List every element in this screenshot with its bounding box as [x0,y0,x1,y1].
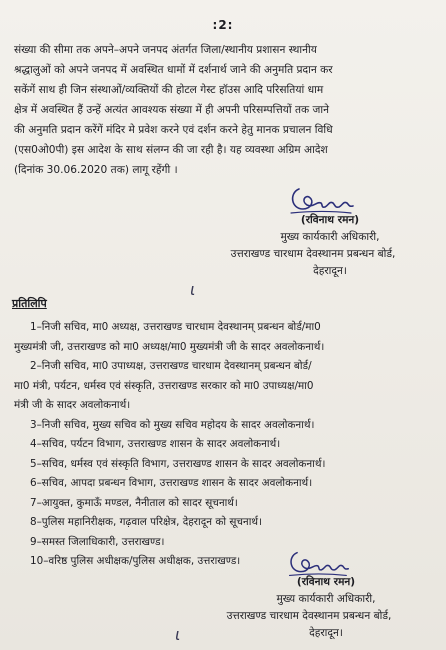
signatory-designation: मुख्य कार्यकारी अधिकारी, [280,231,380,243]
copy-list-item: 8–पुलिस महानिरीक्षक, गढ़वाल परिक्षेत्र, देहरादून को सूचनार्थ। [30,516,262,528]
body-line: सकेंगें साथ ही जिन संस्थाओं/व्यक्तियों की होटल गेस्ट हॉउस आदि परिसतियां धाम [14,84,324,96]
copy-list-item: 9–समस्त जिलाधिकारी, उत्तराखण्ड। [30,535,165,548]
signatory-organisation: उत्तराखण्ड चारधाम देवस्थानम प्रबन्धन बोर्ड, [230,248,396,260]
signature-block [230,212,430,280]
body-paragraph [14,40,432,180]
handwritten-mark: ι [175,625,181,644]
body-line: क्षेत्र में अवस्थित हैं उन्हें अत्यंत आवश्यक संख्या में ही अपनी परिसम्पत्तियों तक जाने [14,104,330,116]
body-line: (एस0ओ0पी) इस आदेश के साथ संलग्न की जा रही है। यह व्यवस्था अग्रिम आदेश [14,144,328,156]
body-line: (दिनांक 30.06.2020 तक) लागू रहेंगी । [14,164,178,176]
copy-list-item: 3–निजी सचिव, मुख्य सचिव को मुख्य सचिव महोदय के सादर अवलोकनार्थ। [30,418,315,431]
signatory-name: (रविनाथ रमन) [296,576,356,588]
body-line: की अनुमति प्रदान करेंगें मंदिर मे प्रवेश करने एवं दर्शन करने हेतु मानक प्रचालन विधि [14,124,333,136]
copy-list-item: मुख्यमंत्री जी, उत्तराखण्ड को मा0 अध्यक्ष/मा0 मुख्यमंत्री जी के सादर अवलोकनार्थ। [14,340,325,353]
copy-list-item: 4–सचिव, पर्यटन विभाग, उत्तराखण्ड शासन के सादर अवलोकनार्थ। [30,438,281,450]
signature-block [226,574,426,642]
signatory-place: देहरादून। [309,627,343,639]
copy-list-item: मा0 मंत्री, पर्यटन, धर्मस्व एवं संस्कृति, उत्तराखण्ड सरकार को मा0 उपाध्यक्ष/मा0 [14,379,314,392]
copy-list-item: 1–निजी सचिव, मा0 अध्यक्ष, उत्तराखण्ड चारधाम देवस्थानम् प्रबन्धन बोर्ड/मा0 [30,321,321,333]
signatory-organisation: उत्तराखण्ड चारधाम देवस्थानम प्रबन्धन बोर्ड, [226,610,392,622]
signatory-name: (रविनाथ रमन) [300,214,360,226]
copy-list-item: 10–वरिष्ठ पुलिस अधीक्षक/पुलिस अधीक्षक, उत्तराखण्ड। [30,555,241,567]
body-line: श्रद्धालुओं को अपने जनपद में अवस्थित धामों में दर्शनार्थ जाने की अनुमति प्रदान कर [14,64,333,76]
copy-list-item: 6–सचिव, आपदा प्रबन्धन विभाग, उत्तराखण्ड शासन के सादर अवलोकनार्थ। [30,477,313,489]
body-line: संख्या की सीमा तक अपने–अपने जनपद अंतर्गत जिला/स्थानीय प्रशासन स्थानीय [14,44,317,56]
copy-heading: प्रतिलिपि [12,297,47,310]
copy-list-item: 5–सचिव, धर्मस्व एवं संस्कृति विभाग, उत्तराखण्ड शासन के सादर अवलोकनार्थ। [30,457,326,470]
page-number: :2: [212,18,234,32]
handwritten-mark: ι [190,280,196,299]
copy-list-item: मंत्री जी के सादर अवलोकनार्थ। [14,399,131,411]
copy-list [14,318,434,572]
copy-list-item: 7–आयुक्त, कुमाऊँ मण्डल, नैनीताल को सादर सूचनार्थ। [30,496,238,509]
signatory-designation: मुख्य कार्यकारी अधिकारी, [276,593,376,605]
signatory-place: देहरादून। [313,265,347,277]
copy-list-item: 2–निजी सचिव, मा0 उपाध्यक्ष, उत्तराखण्ड चारधाम देवस्थानम् प्रबन्धन बोर्ड/ [30,360,312,372]
